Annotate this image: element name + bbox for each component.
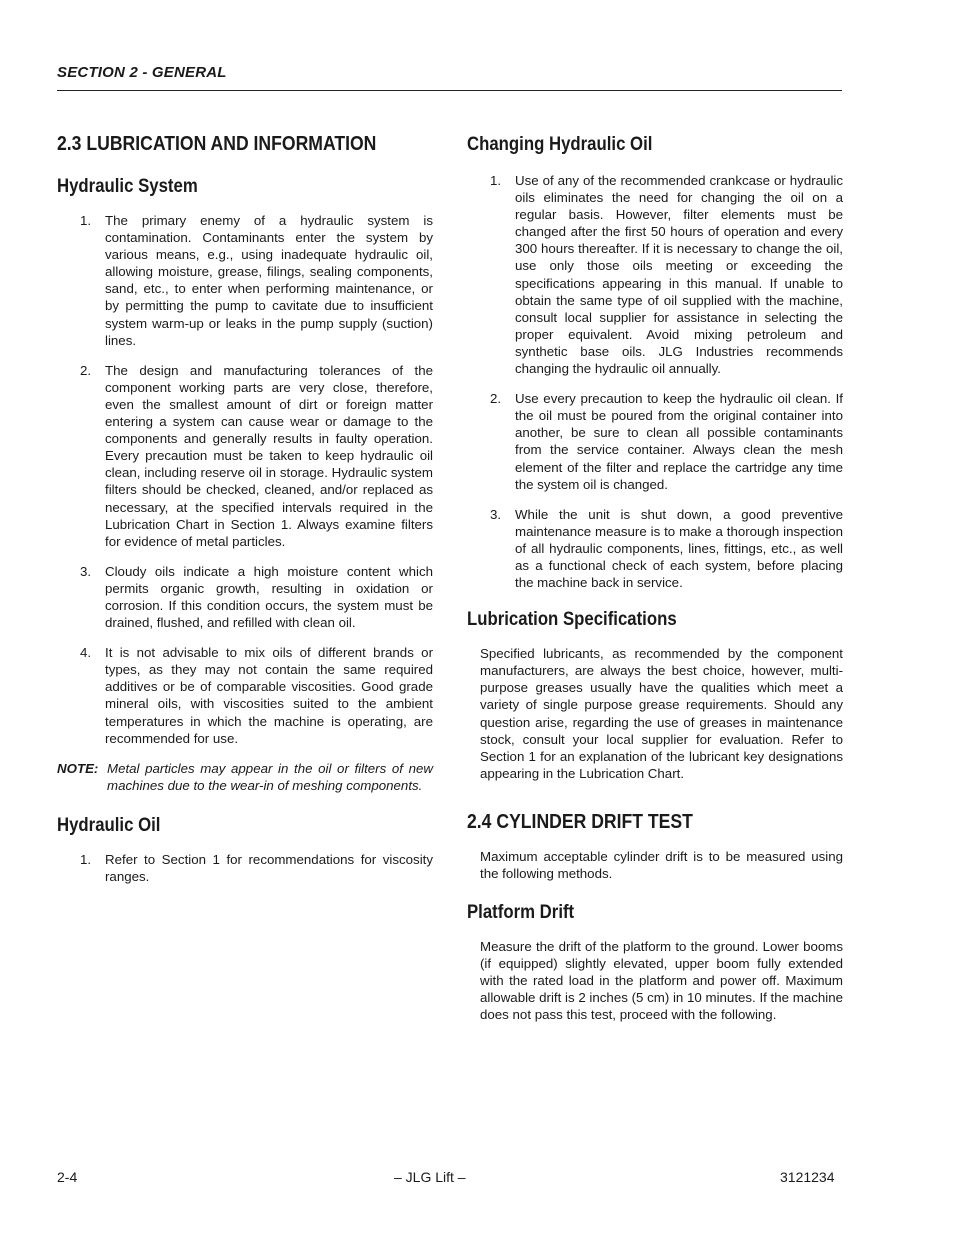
item-number: 1. [80,851,92,867]
list-item [57,563,433,631]
item-text: The primary enemy of a hydraulic system is contamination. Contaminants enter the system by various means, e.g., using inadequate hydraulic oil, allowing moisture, grease, filings, sealing components, sand, etc., to enter when performing maintenance, or by permitting the pump to cavitate due to insufficient system warm-up or leaks in the pump supply (suction) lines. [105,213,433,348]
item-number: 3. [80,563,92,579]
item-text: The design and manufacturing tolerances of the component working parts are very close, therefore, even the smallest amount of dirt or foreign matter entering a system can cause wear or damage to the components and generally results in faulty operation. Every precaution must be taken to keep hydraulic oil clean, including reserve oil in storage. Hydraulic system filters should be checked, cleaned, and/or replaced as necessary, at the specified intervals required in the Lubrication Chart in Section 1. Always examine filters for evidence of metal particles. [105,362,433,549]
list-item [57,644,433,747]
item-number: 1. [80,213,92,228]
item-number: 3. [490,506,502,522]
list-item [57,212,433,349]
item-number: 4. [80,645,92,661]
cylinder-drift-text: Maximum acceptable cylinder drift is to be measured using the following methods. [480,848,843,881]
changing-oil-list [467,172,843,591]
hydraulic-system-list [57,212,433,747]
item-text: Cloudy oils indicate a high moisture content which permits organic growth, resulting in oxidation or corrosion. If this condition occurs, the system must be drained, flushed, and refilled with clean oil. [105,563,433,631]
right-column [467,128,843,1024]
section-title-cylinder-drift: 2.4 CYLINDER DRIFT TEST [467,810,693,833]
list-item [467,506,843,591]
list-item [57,362,433,550]
list-item [467,390,843,493]
platform-drift-text: Measure the drift of the platform to the ground. Lower booms (if equipped) slightly elevated, upper boom fully extended with the rated load in the platform and power off. Maximum allowable drift is 2 inches (5 cm) in 10 minutes. If the machine does not pass this test, proceed with the following. [480,939,843,1023]
heading-hydraulic-oil: Hydraulic Oil [57,813,161,836]
item-text: Refer to Section 1 for recommendations for viscosity ranges. [105,851,433,884]
section-title-lubrication: 2.3 LUBRICATION AND INFORMATION [57,133,377,155]
section-header-label: SECTION 2 - GENERAL [57,64,227,81]
heading-changing-hydraulic-oil: Changing Hydraulic Oil [467,133,653,155]
item-number: 2. [490,391,502,407]
note-text: Metal particles may appear in the oil or filters of new machines due to the wear-in of meshing components. [107,760,433,794]
footer-center-title: – JLG Lift – [394,1169,466,1185]
item-text: Use every precaution to keep the hydraulic oil clean. If the oil must be poured from the original container into another, be sure to clean all possible contaminants from the service container. Always clean the mesh element of the filter and replace the cartridge any time the system oil is changed. [515,391,843,492]
item-text: It is not advisable to mix oils of different brands or types, as they may not contain the same required additives or be of comparable viscosities. Good grade mineral oils, with viscosities suited to the ambient temperatures in which the machine is operating, are recommended for use. [105,645,433,746]
heading-hydraulic-system: Hydraulic System [57,175,198,197]
page-number: 2-4 [57,1169,78,1185]
lubrication-specs-text: Specified lubricants, as recommended by the component manufacturers, are always the best choice, however, multi-purpose greases usually have the qualities which meet a variety of single purpose grease requirements. Should any question arise, regarding the use of greases in maintenance stock, consult your local supplier for evaluation. Refer to Section 1 for an explanation of the lubricant key designations appearing in the Lubrication Chart. [480,646,843,781]
page-header [57,64,842,91]
item-number: 1. [490,173,502,188]
item-number: 2. [80,362,92,378]
item-text: While the unit is shut down, a good preventive maintenance measure is to make a thorough inspection of all hydraulic components, lines, fittings, etc., as well as a functional check of each system, before placing the machine back in service. [515,506,843,591]
heading-platform-drift: Platform Drift [467,901,575,924]
document-number: 3121234 [780,1169,835,1185]
note [57,760,433,795]
heading-lubrication-specifications: Lubrication Specifications [467,608,677,631]
list-item [57,851,433,885]
left-column [57,128,433,885]
note-label: NOTE: [57,760,99,776]
list-item [467,172,843,377]
item-text: Use of any of the recommended crankcase or hydraulic oils eliminates the need for changing the oil on a regular basis. However, filter elements must be changed after the first 50 hours of operation and every 300 hours thereafter. If it is necessary to change the oil, use only those oils meeting or exceeding the specifications appearing in this manual. If unable to obtain the same type of oil supplied with the machine, consult local supplier for assistance in selecting the proper equivalent. Avoid mixing petroleum and synthetic base oils. JLG Industries recommends changing the hydraulic oil annually. [515,173,843,377]
hydraulic-oil-list [57,851,433,885]
